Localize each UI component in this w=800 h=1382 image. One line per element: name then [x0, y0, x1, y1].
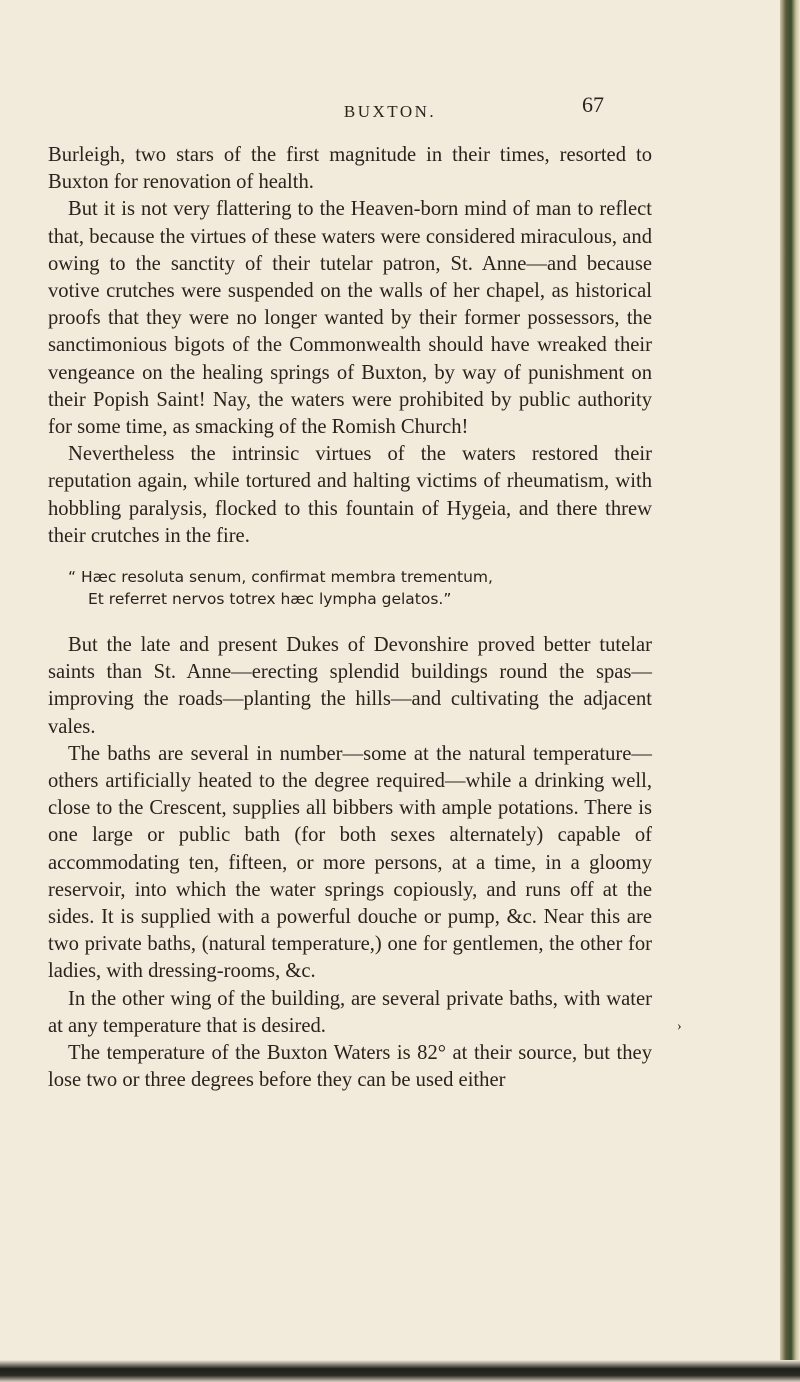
- running-head: BUXTON.: [343, 102, 437, 121]
- paragraph: The temperature of the Buxton Waters is 82° at their source, but they lose two or three degrees before they can be used either: [48, 1042, 652, 1092]
- paragraph: But the late and present Dukes of Devonshire proved better tutelar saints than St. Anne—erecting splendid buildings round the spas—improving the roads—planting the hills—and cultivating the adjacent vales.: [48, 634, 652, 738]
- page-bottom-edge: [0, 1360, 800, 1382]
- latin-quotation: [48, 566, 652, 610]
- page-number: 67: [582, 92, 604, 117]
- margin-mark: ›: [677, 1019, 682, 1034]
- paragraph: Burleigh, two stars of the first magnitude in their times, resorted to Buxton for renovation of health.: [48, 144, 652, 194]
- paragraph: The baths are several in number—some at the natural temperature—others artificially heated to the degree required—while a drinking well, close to the Crescent, supplies all bibbers with ample potations. There is one large or public bath (for both sexes alternately) capable of accommodating ten, fifteen, or more persons, at a time, in a gloomy reservoir, into which the water springs copiously, and runs off at the sides. It is supplied with a powerful douche or pump, &c. Near this are two private baths, (natural temperature,) one for gentlemen, the other for ladies, with dressing-rooms, &c.: [48, 742, 652, 983]
- quotation-line: Et referret nervos totrex hæc lympha gelatos.”: [88, 590, 452, 609]
- paragraph: But it is not very flattering to the Heaven-born mind of man to reflect that, because the virtues of these waters were considered miraculous, and owing to the sanctity of their tutelar patron, St. Anne—and because votive crutches were suspended on the walls of her chapel, as historical proofs that they were no longer wanted by their former possessors, the sanctimonious bigots of the Commonwealth should have wreaked their vengeance on the healing springs of Buxton, by way of punishment on their Popish Saint! Nay, the waters were prohibited by public authority for some time, as smacking of the Romish Church!: [48, 198, 652, 439]
- paragraph: In the other wing of the building, are several private baths, with water at any temperature that is desired.: [48, 987, 652, 1037]
- binding-edge: [780, 0, 800, 1382]
- body-text: [48, 142, 652, 1095]
- quotation-line: “ Hæc resoluta senum, confirmat membra trementum,: [68, 568, 493, 587]
- paragraph: Nevertheless the intrinsic virtues of the waters restored their reputation again, while tortured and halting victims of rheumatism, with hobbling paralysis, flocked to this fountain of Hygeia, and there threw their crutches in the fire.: [48, 443, 652, 547]
